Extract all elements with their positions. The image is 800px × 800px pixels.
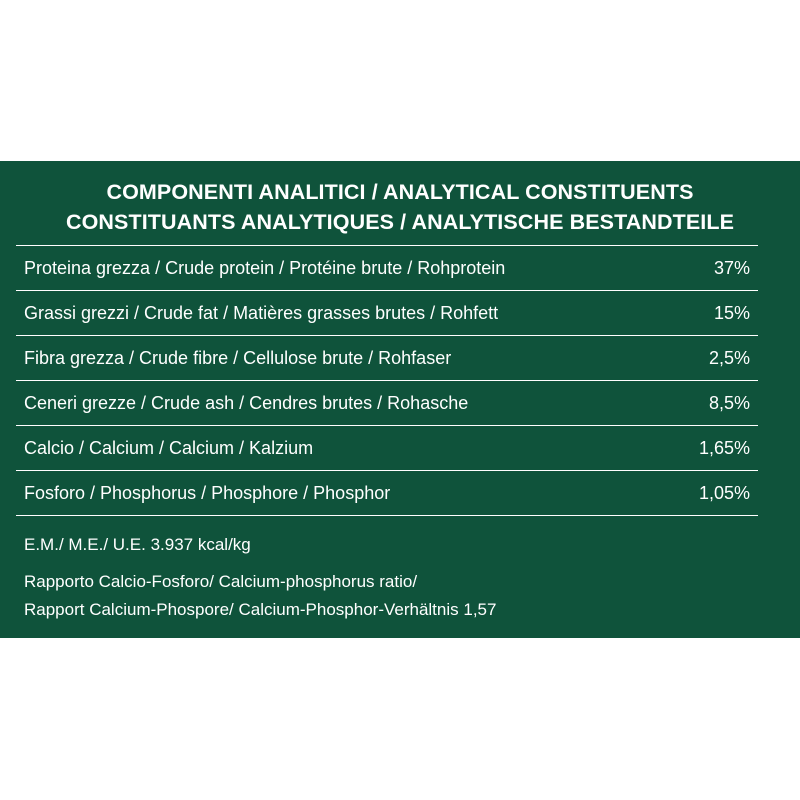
row-label: Ceneri grezze / Crude ash / Cendres brutes / Rohasche — [24, 392, 469, 413]
heading-line-1: COMPONENTI ANALITICI / ANALYTICAL CONSTITUENTS — [106, 180, 694, 204]
table-row — [16, 381, 758, 426]
panel-heading — [0, 177, 800, 237]
metabolizable-energy: E.M./ M.E./ U.E. 3.937 kcal/kg — [24, 535, 251, 554]
constituents-table — [16, 245, 758, 516]
row-label: Fibra grezza / Crude fibre / Cellulose brute / Rohfaser — [24, 347, 452, 368]
ratio-line-2: Rapport Calcium-Phospore/ Calcium-Phosphor-Verhältnis 1,57 — [24, 600, 497, 619]
row-label: Fosforo / Phosphorus / Phosphore / Phosphor — [24, 482, 391, 503]
row-value: 1,05% — [698, 482, 750, 503]
table-row — [16, 246, 758, 291]
nutrition-notes — [24, 531, 496, 624]
table-row — [16, 291, 758, 336]
row-value: 8,5% — [708, 392, 750, 413]
row-label: Grassi grezzi / Crude fat / Matières grasses brutes / Rohfett — [24, 302, 499, 323]
row-value: 1,65% — [698, 437, 750, 458]
row-value: 15% — [713, 302, 750, 323]
table-row — [16, 471, 758, 516]
heading-line-2: CONSTITUANTS ANALYTIQUES / ANALYTISCHE BESTANDTEILE — [65, 210, 735, 234]
row-value: 37% — [713, 257, 750, 278]
row-value: 2,5% — [708, 347, 750, 368]
row-label: Calcio / Calcium / Calcium / Kalzium — [24, 437, 314, 458]
ratio-line-1: Rapporto Calcio-Fosforo/ Calcium-phosphorus ratio/ — [24, 572, 418, 591]
analytical-constituents-panel — [0, 161, 800, 638]
table-row — [16, 336, 758, 381]
row-label: Proteina grezza / Crude protein / Protéine brute / Rohprotein — [24, 257, 506, 278]
table-row — [16, 426, 758, 471]
